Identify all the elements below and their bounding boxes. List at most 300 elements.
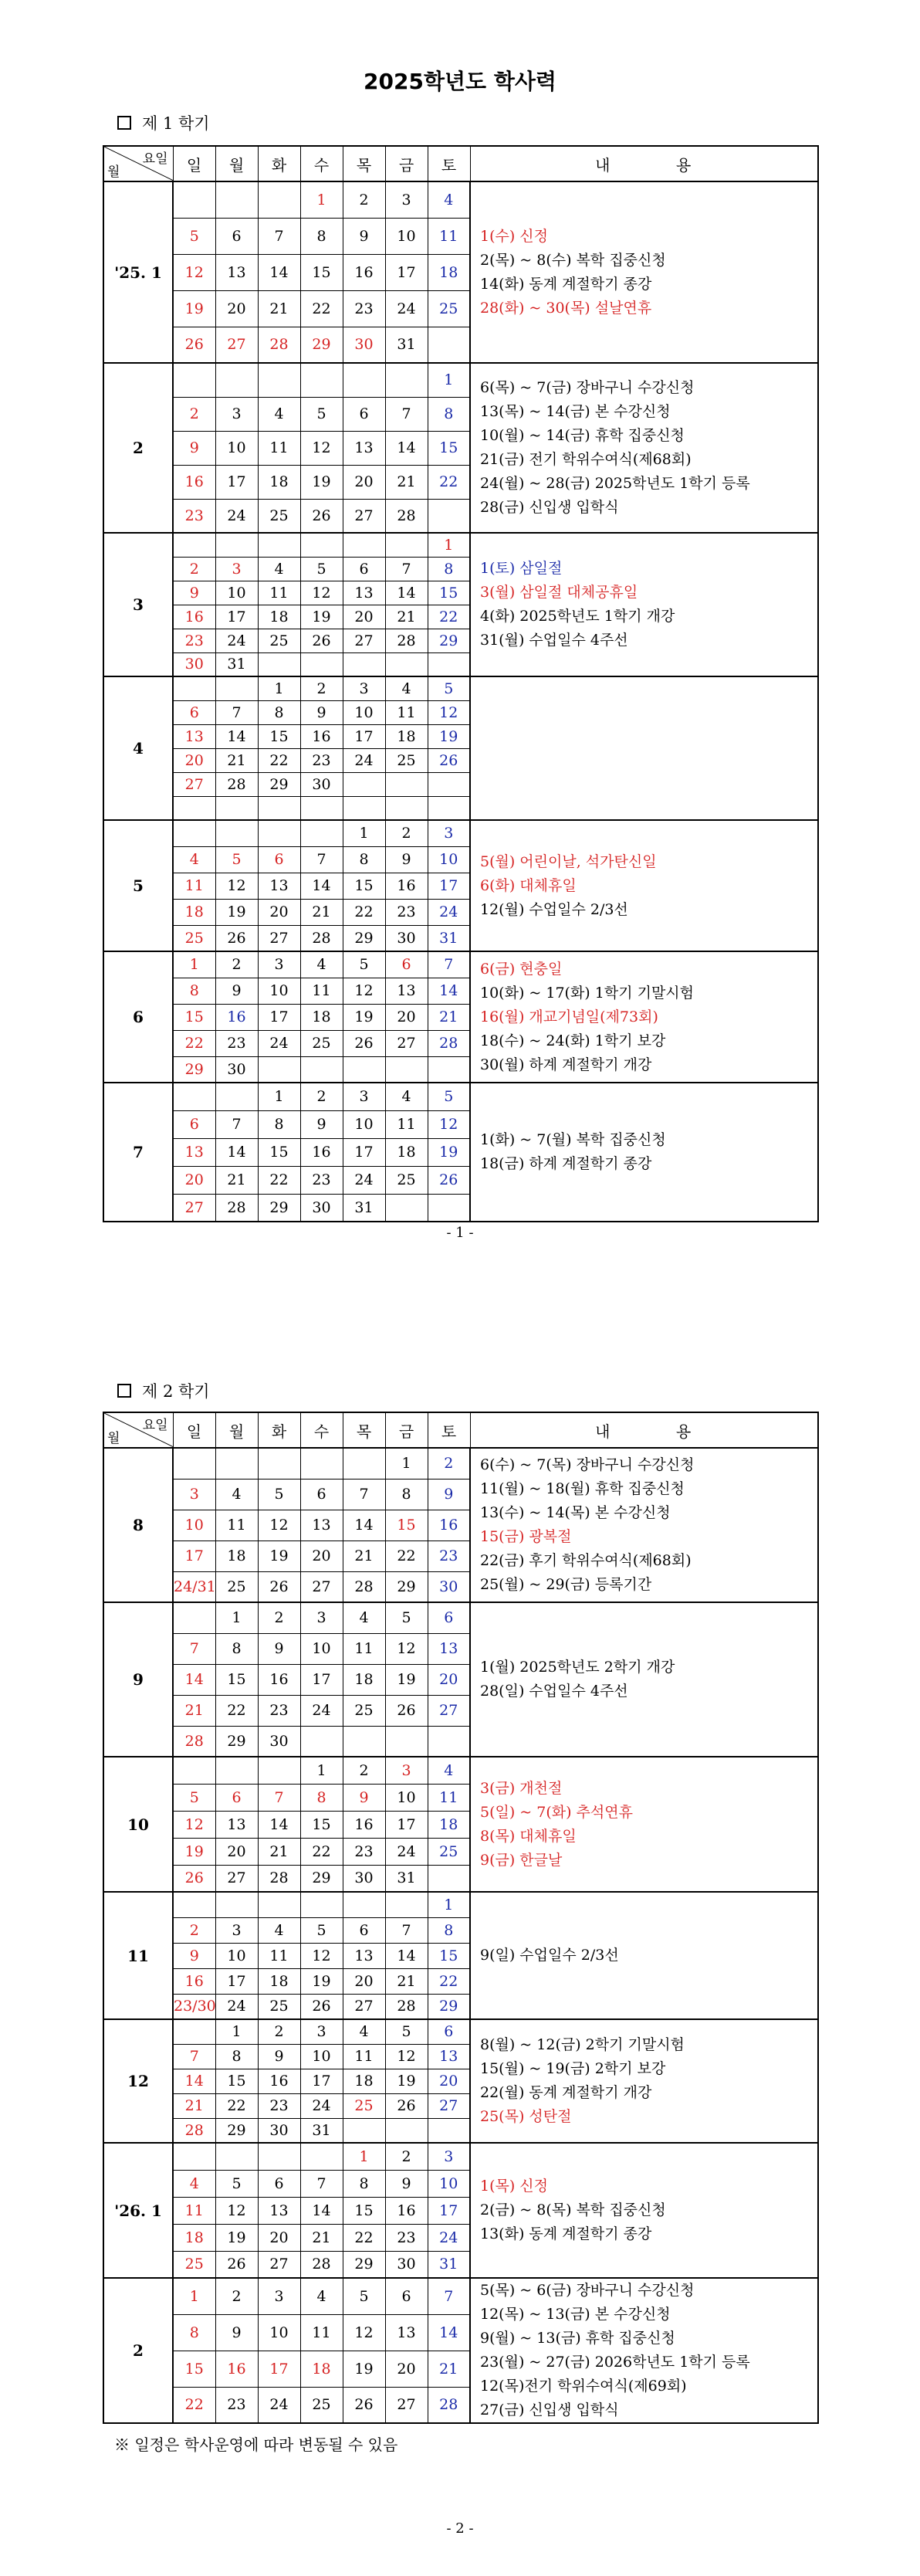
day-cell: 5 (385, 1602, 428, 1633)
day-cell: 12 (385, 1633, 428, 1664)
day-cell: 21 (428, 2351, 470, 2387)
day-cell: 7 (385, 397, 428, 431)
corner-weekday-label: 요일 (142, 151, 168, 167)
day-cell: 17 (173, 1541, 215, 1571)
day-cell: 28 (215, 1194, 258, 1222)
day-cell: 8 (428, 557, 470, 581)
day-cell: 20 (428, 2069, 470, 2093)
day-cell: 17 (258, 1004, 300, 1030)
day-cell (215, 820, 258, 846)
day-cell: 29 (343, 925, 385, 951)
day-cell: 13 (215, 1811, 258, 1838)
day-cell: 20 (385, 2351, 428, 2387)
day-cell: 5 (215, 846, 258, 873)
day-cell: 10 (215, 1943, 258, 1968)
day-cell: 23 (258, 1695, 300, 1726)
day-cell (385, 1726, 428, 1757)
page-title: 2025학년도 학사력 (364, 69, 556, 94)
day-cell: 13 (428, 2044, 470, 2069)
day-cell: 16 (173, 1968, 215, 1994)
day-cell (343, 533, 385, 557)
day-cell: 4 (215, 1479, 258, 1510)
day-cell (343, 1056, 385, 1083)
day-cell (343, 772, 385, 796)
day-cell: 15 (258, 724, 300, 748)
day-cell: 22 (258, 748, 300, 772)
day-cell: 12 (215, 2197, 258, 2224)
day-cell: 21 (385, 605, 428, 629)
day-cell (343, 796, 385, 820)
day-cell: 12 (343, 2314, 385, 2351)
day-cell: 4 (258, 557, 300, 581)
day-cell: 4 (343, 2019, 385, 2044)
day-cell: 27 (300, 1571, 343, 1602)
day-cell: 25 (300, 2387, 343, 2423)
day-cell: 22 (428, 605, 470, 629)
week-row (103, 820, 818, 846)
day-cell: 22 (215, 1695, 258, 1726)
day-cell: 20 (385, 1004, 428, 1030)
day-cell: 15 (173, 1004, 215, 1030)
day-cell: 20 (343, 605, 385, 629)
day-cell: 28 (173, 1726, 215, 1757)
day-cell: 4 (300, 951, 343, 978)
day-cell: 27 (215, 1865, 258, 1892)
day-cell: 9 (300, 700, 343, 724)
day-cell: 13 (173, 724, 215, 748)
day-cell: 18 (300, 1004, 343, 1030)
month-block (103, 820, 818, 951)
event-item: 10(화) ~ 17(화) 1학기 기말시험 (480, 984, 695, 1002)
day-cell (173, 1448, 215, 1479)
event-item: 9(금) 한글날 (480, 1851, 563, 1869)
day-cell: 14 (385, 1943, 428, 1968)
day-cell: 24 (258, 2387, 300, 2423)
month-block (103, 2019, 818, 2143)
day-cell: 5 (300, 1917, 343, 1943)
day-cell: 3 (215, 557, 258, 581)
day-cell: 19 (385, 1664, 428, 1695)
day-cell: 5 (215, 2170, 258, 2197)
day-cell: 1 (428, 533, 470, 557)
day-cell: 19 (428, 724, 470, 748)
day-cell: 19 (173, 290, 215, 327)
semester-1-calendar-table (103, 145, 819, 1222)
day-cell (428, 1726, 470, 1757)
day-cell: 13 (385, 2314, 428, 2351)
day-cell: 13 (343, 1943, 385, 1968)
month-label: 2 (103, 363, 173, 533)
header-corner-cell (103, 146, 173, 181)
day-cell: 4 (173, 846, 215, 873)
day-cell: 1 (300, 1757, 343, 1784)
week-row (103, 2278, 818, 2314)
day-cell: 11 (300, 978, 343, 1004)
day-cell: 20 (258, 899, 300, 925)
day-cell (428, 499, 470, 533)
day-cell: 15 (428, 1943, 470, 1968)
day-cell: 27 (343, 499, 385, 533)
day-cell (215, 181, 258, 218)
event-item: 24(월) ~ 28(금) 2025학년도 1학기 등록 (480, 475, 750, 492)
day-cell: 1 (173, 951, 215, 978)
day-cell: 15 (385, 1510, 428, 1541)
day-cell (300, 1892, 343, 1917)
day-cell: 11 (343, 1633, 385, 1664)
day-cell: 30 (428, 1571, 470, 1602)
day-cell: 8 (258, 1110, 300, 1138)
day-cell: 18 (428, 1811, 470, 1838)
day-cell: 27 (173, 1194, 215, 1222)
day-cell: 30 (343, 1865, 385, 1892)
day-cell: 28 (173, 2118, 215, 2143)
day-cell: 29 (300, 1865, 343, 1892)
header-row (103, 146, 818, 181)
day-cell (385, 772, 428, 796)
footnote: ※ 일정은 학사운영에 따라 변동될 수 있음 (114, 2435, 398, 2454)
day-cell: 29 (258, 772, 300, 796)
weekday-header: 목 (343, 1412, 385, 1448)
day-cell: 24 (343, 748, 385, 772)
day-cell: 22 (343, 2224, 385, 2251)
day-cell: 16 (258, 1664, 300, 1695)
week-row (103, 676, 818, 700)
day-cell: 20 (343, 1968, 385, 1994)
event-item: 3(월) 삼일절 대체공휴일 (480, 584, 638, 601)
day-cell: 15 (428, 581, 470, 605)
month-block (103, 1757, 818, 1892)
day-cell: 9 (343, 1784, 385, 1811)
month-label: '26. 1 (103, 2143, 173, 2278)
weekday-header: 월 (215, 1412, 258, 1448)
day-cell: 13 (258, 873, 300, 899)
day-cell: 19 (300, 1968, 343, 1994)
day-cell: 8 (173, 2314, 215, 2351)
day-cell: 7 (385, 557, 428, 581)
event-item: 12(월) 수업일수 2/3선 (480, 900, 628, 918)
day-cell: 20 (173, 748, 215, 772)
day-cell: 3 (343, 1083, 385, 1110)
day-cell: 18 (258, 1968, 300, 1994)
month-label: 6 (103, 951, 173, 1083)
day-cell: 8 (258, 700, 300, 724)
day-cell (173, 533, 215, 557)
event-item: 31(월) 수업일수 4주선 (480, 632, 628, 649)
day-cell: 9 (258, 2044, 300, 2069)
day-cell: 21 (428, 1004, 470, 1030)
day-cell: 12 (173, 1811, 215, 1838)
day-cell: 8 (385, 1479, 428, 1510)
day-cell: 10 (215, 581, 258, 605)
day-cell: 15 (215, 1664, 258, 1695)
event-item: 28(일) 수업일수 4주선 (480, 1683, 628, 1700)
day-cell: 23 (300, 1166, 343, 1194)
day-cell: 7 (173, 1633, 215, 1664)
day-cell: 17 (215, 465, 258, 499)
day-cell: 24 (215, 1994, 258, 2019)
day-cell: 8 (343, 846, 385, 873)
day-cell (385, 533, 428, 557)
day-cell: 30 (300, 772, 343, 796)
day-cell: 17 (428, 2197, 470, 2224)
day-cell (300, 2143, 343, 2170)
day-cell: 6 (215, 218, 258, 254)
weekday-header: 일 (173, 1412, 215, 1448)
month-events (470, 2278, 818, 2423)
day-cell: 20 (215, 290, 258, 327)
month-label: 4 (103, 676, 173, 820)
day-cell (258, 1757, 300, 1784)
day-cell: 23 (173, 629, 215, 652)
day-cell: 8 (300, 1784, 343, 1811)
day-cell: 8 (343, 2170, 385, 2197)
day-cell (173, 181, 215, 218)
day-cell: 6 (173, 1110, 215, 1138)
day-cell (300, 652, 343, 676)
event-item: 13(수) ~ 14(목) 본 수강신청 (480, 1504, 671, 1521)
day-cell: 17 (428, 873, 470, 899)
day-cell: 23 (258, 2093, 300, 2118)
day-cell: 14 (215, 724, 258, 748)
month-label: 8 (103, 1448, 173, 1602)
day-cell: 24 (300, 1695, 343, 1726)
day-cell: 26 (215, 925, 258, 951)
day-cell: 10 (343, 1110, 385, 1138)
day-cell: 9 (385, 846, 428, 873)
day-cell: 19 (173, 1838, 215, 1865)
day-cell: 1 (215, 2019, 258, 2044)
month-label: 3 (103, 533, 173, 676)
day-cell: 11 (258, 1943, 300, 1968)
day-cell: 9 (173, 431, 215, 465)
day-cell: 10 (343, 700, 385, 724)
day-cell: 2 (258, 2019, 300, 2044)
day-cell: 9 (385, 2170, 428, 2197)
month-block (103, 181, 818, 363)
day-cell: 3 (215, 397, 258, 431)
event-item: 25(목) 성탄절 (480, 2108, 572, 2125)
day-cell: 6 (343, 397, 385, 431)
month-block (103, 1448, 818, 1602)
day-cell: 19 (300, 605, 343, 629)
day-cell: 2 (385, 2143, 428, 2170)
day-cell: 2 (173, 1917, 215, 1943)
day-cell: 10 (258, 978, 300, 1004)
month-label: 9 (103, 1602, 173, 1757)
day-cell: 15 (428, 431, 470, 465)
day-cell (300, 820, 343, 846)
day-cell: 22 (173, 2387, 215, 2423)
day-cell: 19 (343, 1004, 385, 1030)
weekday-header: 수 (300, 1412, 343, 1448)
day-cell (173, 363, 215, 397)
day-cell: 3 (215, 1917, 258, 1943)
day-cell: 8 (215, 1633, 258, 1664)
day-cell: 15 (258, 1138, 300, 1166)
day-cell: 22 (258, 1166, 300, 1194)
day-cell: 2 (173, 557, 215, 581)
day-cell: 16 (343, 254, 385, 290)
day-cell: 18 (385, 1138, 428, 1166)
day-cell (215, 363, 258, 397)
weekday-header: 토 (428, 146, 470, 181)
day-cell: 28 (258, 327, 300, 363)
day-cell: 14 (343, 1510, 385, 1541)
day-cell: 7 (343, 1479, 385, 1510)
day-cell (428, 1056, 470, 1083)
day-cell: 11 (428, 1784, 470, 1811)
day-cell: 19 (300, 465, 343, 499)
day-cell (215, 1892, 258, 1917)
week-row (103, 1892, 818, 1917)
day-cell (385, 1194, 428, 1222)
event-item: 15(금) 광복절 (480, 1528, 572, 1545)
day-cell: 20 (343, 465, 385, 499)
day-cell (215, 1448, 258, 1479)
day-cell: 11 (215, 1510, 258, 1541)
day-cell: 4 (385, 1083, 428, 1110)
day-cell: 23 (215, 2387, 258, 2423)
day-cell (428, 796, 470, 820)
day-cell: 14 (428, 978, 470, 1004)
day-cell (343, 1726, 385, 1757)
day-cell (428, 1194, 470, 1222)
day-cell: 31 (385, 327, 428, 363)
day-cell: 10 (215, 431, 258, 465)
event-item: 18(수) ~ 24(화) 1학기 보강 (480, 1032, 666, 1049)
day-cell: 29 (258, 1194, 300, 1222)
day-cell (258, 181, 300, 218)
day-cell: 23 (385, 899, 428, 925)
day-cell: 14 (385, 431, 428, 465)
day-cell: 5 (343, 951, 385, 978)
day-cell: 29 (385, 1571, 428, 1602)
month-block (103, 2143, 818, 2278)
day-cell: 20 (215, 1838, 258, 1865)
event-item: 5(일) ~ 7(화) 추석연휴 (480, 1803, 633, 1821)
weekday-header: 금 (385, 146, 428, 181)
day-cell: 7 (300, 2170, 343, 2197)
day-cell: 13 (343, 431, 385, 465)
day-cell: 22 (428, 1968, 470, 1994)
month-events (470, 1602, 818, 1757)
day-cell: 1 (385, 1448, 428, 1479)
day-cell: 26 (385, 2093, 428, 2118)
day-cell (385, 796, 428, 820)
day-cell: 25 (300, 1030, 343, 1056)
day-cell: 12 (173, 254, 215, 290)
day-cell: 26 (343, 2387, 385, 2423)
day-cell: 31 (343, 1194, 385, 1222)
day-cell: 21 (258, 290, 300, 327)
day-cell: 7 (258, 218, 300, 254)
day-cell (215, 676, 258, 700)
event-item: 28(금) 신입생 입학식 (480, 499, 619, 516)
day-cell: 8 (173, 978, 215, 1004)
day-cell: 3 (428, 820, 470, 846)
day-cell: 13 (428, 1633, 470, 1664)
week-row (103, 363, 818, 397)
day-cell: 16 (385, 873, 428, 899)
day-cell: 13 (258, 2197, 300, 2224)
day-cell: 28 (343, 1571, 385, 1602)
day-cell: 4 (258, 397, 300, 431)
day-cell: 8 (428, 397, 470, 431)
header-row (103, 1412, 818, 1448)
month-label: 5 (103, 820, 173, 951)
day-cell (343, 363, 385, 397)
day-cell (300, 796, 343, 820)
day-cell: 1 (428, 1892, 470, 1917)
week-row (103, 1448, 818, 1479)
day-cell: 12 (300, 1943, 343, 1968)
day-cell: 1 (173, 2278, 215, 2314)
month-block (103, 951, 818, 1083)
day-cell: 29 (215, 2118, 258, 2143)
day-cell: 1 (300, 181, 343, 218)
week-row (103, 181, 818, 218)
day-cell: 20 (173, 1166, 215, 1194)
month-events (470, 820, 818, 951)
semester-1-heading (117, 111, 210, 134)
day-cell: 18 (215, 1541, 258, 1571)
day-cell: 28 (258, 1865, 300, 1892)
day-cell (385, 652, 428, 676)
week-row (103, 533, 818, 557)
week-row (103, 1083, 818, 1110)
day-cell: 23 (343, 1838, 385, 1865)
day-cell: 25 (258, 499, 300, 533)
day-cell: 29 (428, 629, 470, 652)
day-cell: 6 (428, 2019, 470, 2044)
day-cell: 10 (258, 2314, 300, 2351)
day-cell (428, 1865, 470, 1892)
day-cell: 7 (385, 1917, 428, 1943)
day-cell: 6 (385, 2278, 428, 2314)
day-cell: 18 (300, 2351, 343, 2387)
week-row (103, 2143, 818, 2170)
day-cell (215, 796, 258, 820)
day-cell: 12 (300, 431, 343, 465)
day-cell: 13 (343, 581, 385, 605)
day-cell: 10 (385, 1784, 428, 1811)
day-cell: 23 (173, 499, 215, 533)
day-cell: 29 (173, 1056, 215, 1083)
day-cell: 3 (258, 2278, 300, 2314)
day-cell: 1 (258, 676, 300, 700)
day-cell: 26 (173, 327, 215, 363)
day-cell: 6 (428, 1602, 470, 1633)
day-cell (428, 652, 470, 676)
day-cell (173, 820, 215, 846)
day-cell (173, 1083, 215, 1110)
month-label: 7 (103, 1083, 173, 1222)
day-cell (343, 1448, 385, 1479)
day-cell: 25 (428, 290, 470, 327)
day-cell: 22 (215, 2093, 258, 2118)
day-cell: 25 (385, 748, 428, 772)
day-cell: 28 (300, 925, 343, 951)
event-item: 4(화) 2025학년도 1학기 개강 (480, 608, 675, 625)
day-cell (258, 533, 300, 557)
day-cell: 23 (428, 1541, 470, 1571)
day-cell: 2 (343, 181, 385, 218)
day-cell: 26 (428, 748, 470, 772)
day-cell: 1 (215, 1602, 258, 1633)
event-item: 14(화) 동계 계절학기 종강 (480, 275, 652, 293)
day-cell: 24 (385, 1838, 428, 1865)
day-cell: 3 (300, 1602, 343, 1633)
